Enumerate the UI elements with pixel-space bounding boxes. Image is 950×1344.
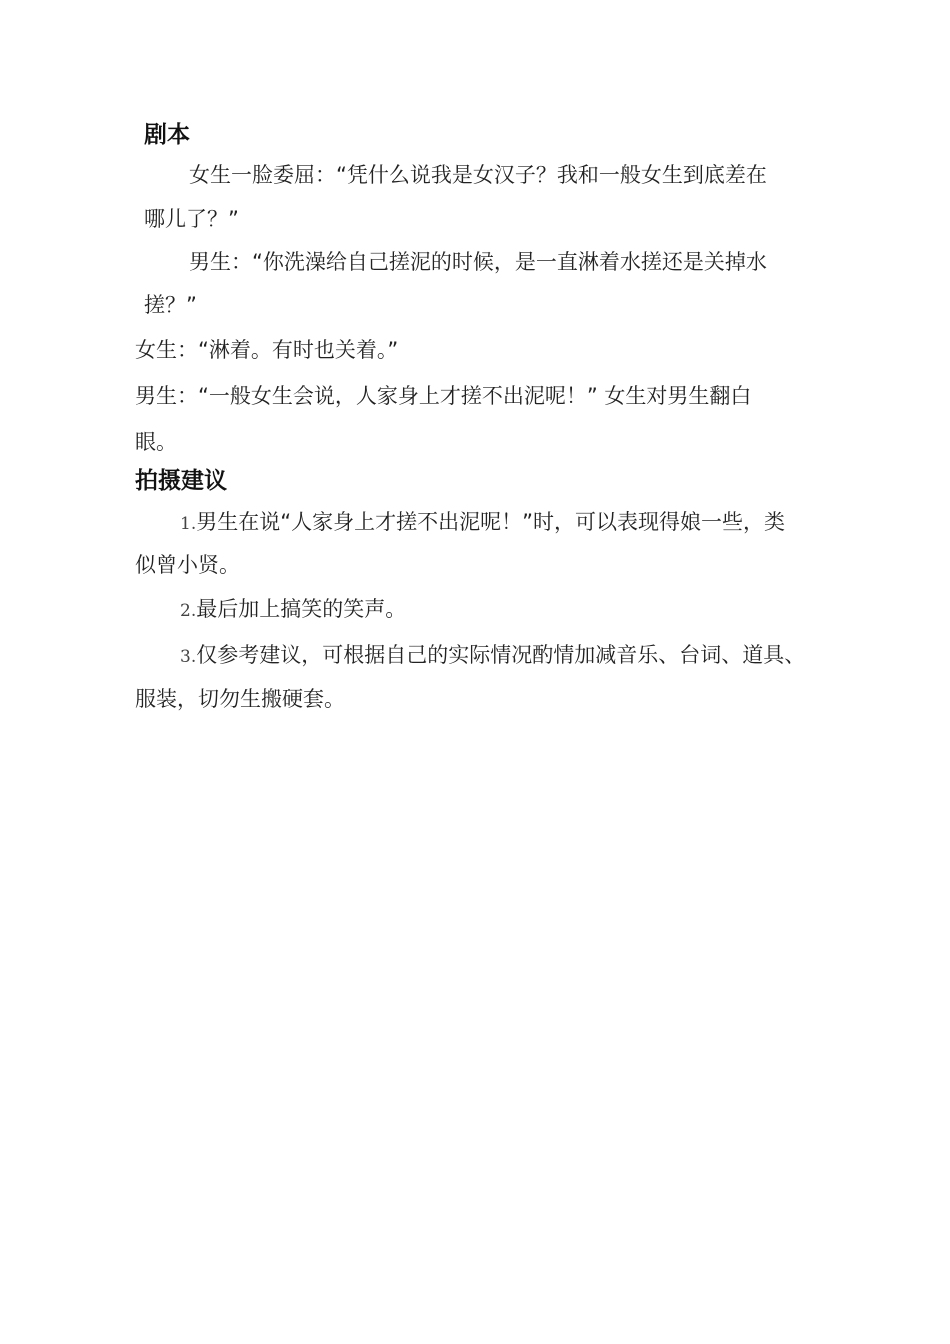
suggestion-item-3-cont: 服装，切勿生搬硬套。 [135,687,345,711]
suggestion-number-2: 2. [180,601,197,621]
suggestion-number-1: 1. [180,514,197,534]
script-heading: 剧本 [144,122,190,148]
script-line-3: 男生：“你洗澡给自己搓泥的时候，是一直淋着水搓还是关掉水 [189,250,767,274]
suggestion-number-3: 3. [180,647,197,667]
suggestion-text-3a: 仅参考建议，可根据自己的实际情况酌情加减音乐、台词、道具、 [196,643,806,667]
suggestion-text-1a: 男生在说“人家身上才搓不出泥呢！”时，可以表现得娘一些，类 [196,510,785,534]
suggestion-item-3 [180,640,805,672]
script-line-2: 哪儿了？” [144,207,239,231]
suggestion-heading: 拍摄建议 [135,468,227,494]
suggestion-item-2 [180,594,406,626]
suggestion-item-1-cont: 似曾小贤。 [135,553,240,577]
script-line-6: 男生：“一般女生会说，人家身上才搓不出泥呢！” 女生对男生翻白 [135,384,752,408]
script-line-7: 眼。 [135,430,177,454]
script-line-4: 搓？” [144,293,197,317]
script-line-1: 女生一脸委屈：“凭什么说我是女汉子？我和一般女生到底差在 [189,163,767,187]
script-line-5: 女生：“淋着。有时也关着。” [135,338,399,362]
suggestion-text-2a: 最后加上搞笑的笑声。 [196,597,407,621]
suggestion-item-1 [180,507,785,539]
